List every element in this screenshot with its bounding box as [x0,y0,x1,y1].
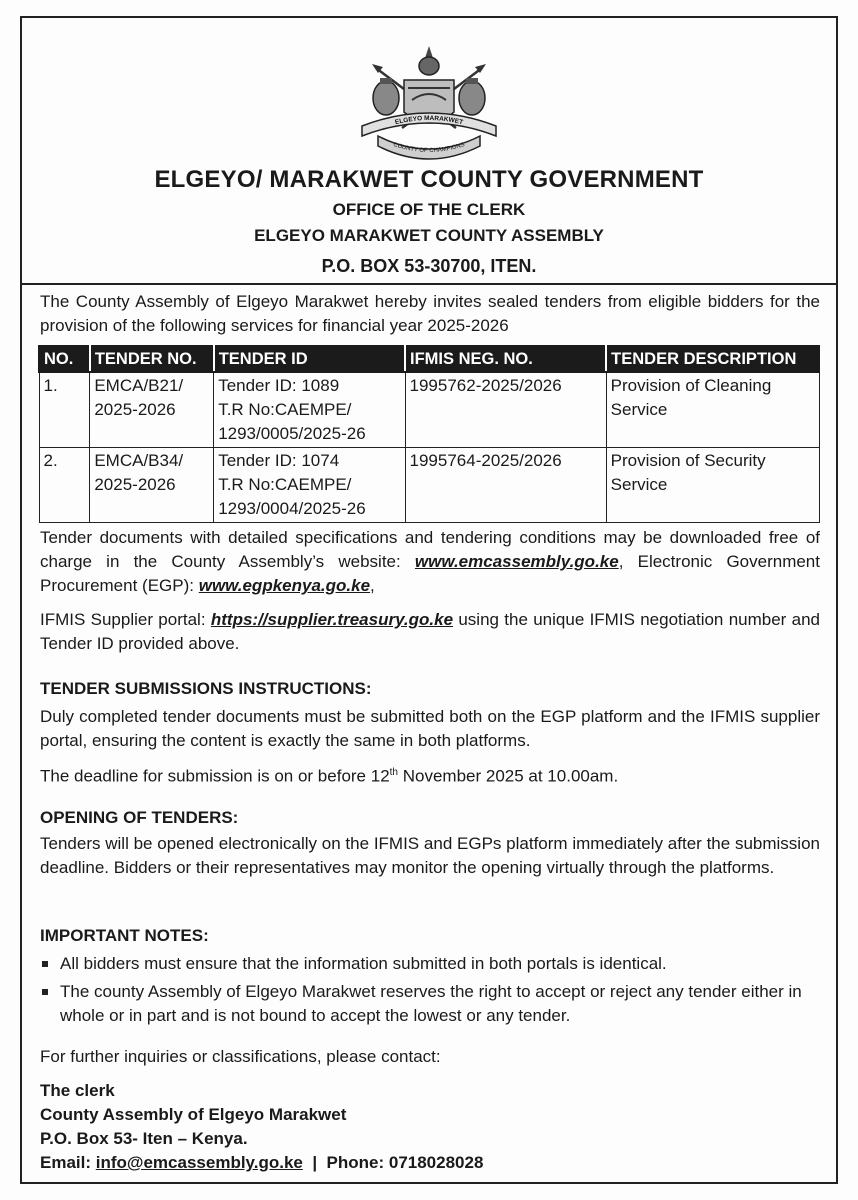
ifmis-text: using the unique IFMIS negotiation number and Tender ID provided above. [40,610,821,653]
documents-text: , [370,576,375,595]
tender-number-line: EMCA/B34/ [94,451,184,470]
description-line: Service [610,475,668,494]
contact-intro: For further inquiries or classifications, please contact: [40,1047,441,1066]
crest-banner-text: COUNTY OF CHAMPIONS [392,142,466,155]
tender-description-cell [606,372,819,448]
column-header: IFMIS NEG. NO. [405,346,606,372]
table-header-row [39,346,819,372]
tender-id-cell [214,448,405,523]
email-label: Email: [40,1153,96,1172]
deadline-text: The deadline for submission is on or before 12 [40,766,390,786]
tender-description-cell [606,448,819,523]
documents-text: , Electronic Government Procurement (EGP): [40,552,820,595]
column-header: TENDER NO. [90,346,214,372]
crest-motto-text: ELGEYO MARAKWET [394,114,464,127]
tender-table [38,345,820,523]
intro-paragraph: The County Assembly of Elgeyo Marakwet hereby invites sealed tenders from eligible bidders for the provision of the following services for financial year 2025-2026 [40,292,820,335]
list-item [40,980,820,1028]
description-line: Provision of Cleaning [610,376,772,395]
table-row [39,372,819,448]
county-coat-of-arms-icon [356,40,502,160]
tender-id-cell [214,372,405,448]
tender-number-cell [90,448,214,523]
column-header: TENDER ID [214,346,405,372]
table-row [39,448,819,523]
email-link[interactable]: info@emcassembly.go.ke [95,1153,303,1172]
tender-id-line: T.R No:CAEMPE/ [218,475,352,494]
description-line: Provision of Security [610,451,766,470]
list-item [40,952,820,976]
tender-id-line: 1293/0005/2025-26 [218,424,366,443]
tender-number-line: 2025-2026 [94,400,176,419]
tender-id-line: T.R No:CAEMPE/ [218,400,352,419]
assembly-website-link[interactable]: www.emcassembly.go.ke [414,552,619,571]
contact-address: P.O. Box 53- Iten – Kenya. [40,1129,248,1148]
tender-id-line: 1293/0004/2025-26 [218,499,366,518]
tender-number-line: EMCA/B21/ [94,376,184,395]
contact-separator: | [302,1153,327,1172]
opening-heading: OPENING OF TENDERS: [40,808,239,827]
tender-number-cell [90,372,214,448]
assembly-heading: ELGEYO MARAKWET COUNTY ASSEMBLY [254,226,604,245]
bullet-icon [42,989,48,995]
address-heading: P.O. BOX 53-30700, ITEN. [321,256,537,276]
phone-number: Phone: 0718028028 [326,1153,484,1172]
bullet-icon [42,961,48,967]
submission-paragraph: Duly completed tender documents must be submitted both on the EGP platform and the IFMIS supplier portal, ensuring the content is exactly the same in both platforms. [40,707,820,750]
notes-heading: IMPORTANT NOTES: [40,926,209,945]
row-number: 2. [39,448,90,523]
tender-id-line: Tender ID: 1074 [218,451,340,470]
documents-paragraph [40,526,820,598]
note-text: All bidders must ensure that the information submitted in both portals is identical. [60,954,667,973]
page-title: ELGEYO/ MARAKWET COUNTY GOVERNMENT [154,166,704,193]
row-number: 1. [39,372,90,448]
column-header: NO. [39,346,90,372]
deadline-line [40,761,820,789]
ifmis-text: IFMIS Supplier portal: [40,610,211,629]
opening-paragraph: Tenders will be opened electronically on the IFMIS and EGPs platform immediately after the submission deadline. Bidders or their representatives may monitor the opening virtually through the platforms. [40,834,820,877]
contact-title: The clerk [40,1081,115,1100]
ifmis-paragraph [40,608,820,656]
deadline-text: November 2025 at 10.00am. [398,766,619,786]
column-header: TENDER DESCRIPTION [606,346,819,372]
submission-heading: TENDER SUBMISSIONS INSTRUCTIONS: [40,679,372,698]
header-divider [22,283,836,285]
note-text: The county Assembly of Elgeyo Marakwet reserves the right to accept or reject any tender either in whole or in part and is not bound to accept the lowest or any tender. [60,982,802,1025]
supplier-portal-link[interactable]: https://supplier.treasury.go.ke [210,610,454,629]
description-line: Service [610,400,668,419]
tender-number-line: 2025-2026 [94,475,176,494]
office-heading: OFFICE OF THE CLERK [332,200,526,219]
contact-organization: County Assembly of Elgeyo Marakwet [40,1105,347,1124]
contact-details [40,1151,820,1175]
ifmis-number-cell: 1995762-2025/2026 [405,372,606,448]
deadline-ordinal: th [389,767,398,778]
documents-text: Tender documents with detailed specifications and tendering conditions may be downloaded free of charge in the County Assembly’s website: [40,528,820,571]
egp-website-link[interactable]: www.egpkenya.go.ke [198,576,371,595]
tender-id-line: Tender ID: 1089 [218,376,340,395]
ifmis-number-cell: 1995764-2025/2026 [405,448,606,523]
